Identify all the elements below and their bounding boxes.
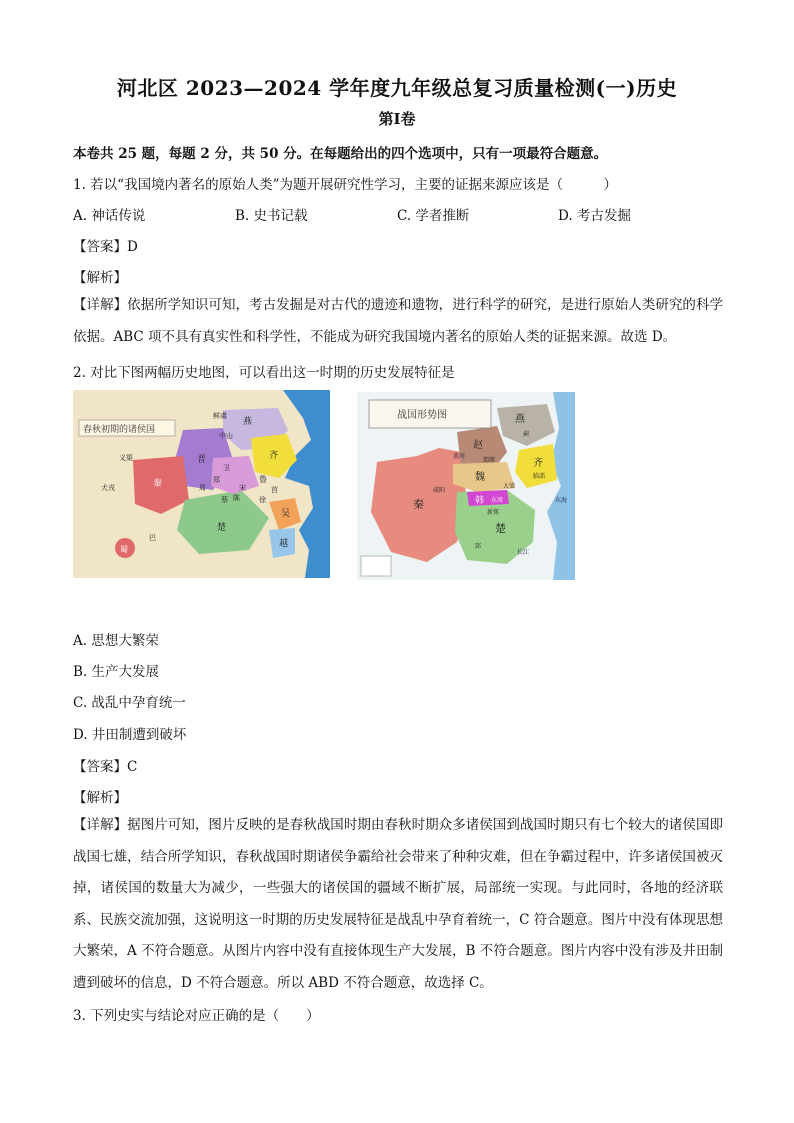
map1-label-ba: 巴 [149, 534, 156, 542]
q3-stem: 3. 下列史实与结论对应正确的是（ ） [73, 1008, 320, 1024]
q2-detail-label: 【详解】 [73, 817, 128, 833]
map1-label-zhongshan: 中山 [219, 432, 233, 440]
map1-label-cai: 蔡 [221, 496, 228, 504]
page-title: 河北区 2023—2024 学年度九年级总复习质量检测(一)历史 [116, 76, 678, 100]
map2-label-daliang: 大梁 [503, 483, 516, 490]
map1-label-xianyu: 鲜虞 [213, 412, 227, 420]
q2-option-d[interactable]: D. 井田制遭到破坏 [73, 727, 187, 743]
q2-stem: 2. 对比下图两幅历史地图，可以看出这一时期的历史发展特征是 [73, 365, 455, 381]
map1-label-xu: 徐 [259, 496, 266, 504]
map-warring-states-svg [357, 392, 575, 580]
map-spring-autumn [73, 390, 330, 578]
map1-label-yue: 越 [279, 539, 289, 549]
map1-label-chen: 陈 [233, 494, 240, 502]
q1-detail-text: 依据所学知识可知，考古发掘是对古代的遗迹和遗物，进行科学的研究，是进行原始人类研究的科学依据。ABC 项不具有真实性和科学性，不能成为研究我国境内著名的原始人类的证据来源。故选 D。 [73, 297, 724, 345]
map2-label-yan: 燕 [515, 414, 525, 425]
map2-label-huanghe: 黄河 [453, 453, 466, 460]
map2-label-wei: 魏 [475, 472, 485, 483]
q2-detail [73, 810, 723, 999]
q2-answer [73, 755, 137, 775]
map2-label-donghai: 东海 [555, 497, 568, 504]
q1-answer-label: 【答案】 [73, 239, 127, 255]
q2-answer-value: C [127, 759, 138, 775]
q1-option-b[interactable]: B. 史书记载 [235, 208, 308, 224]
q2-analysis-label: 【解析】 [73, 790, 127, 806]
q1-option-c[interactable]: C. 学者推断 [397, 208, 470, 224]
q1-stem: 1. 若以“我国境内著名的原始人类”为题开展研究性学习，主要的证据来源应该是（ ） [73, 177, 617, 193]
q1-option-a[interactable]: A. 神话传说 [73, 208, 146, 224]
instructions: 本卷共 25 题，每题 2 分，共 50 分。在每题给出的四个选项中，只有一项最符合题意。 [73, 146, 608, 162]
map2-label-zhao: 赵 [473, 440, 483, 451]
map2-legend [361, 556, 391, 576]
q1-detail [73, 290, 723, 353]
map2-label-qin: 秦 [413, 498, 424, 511]
q2-detail-text: 据图片可知，图片反映的是春秋战国时期由春秋时期众多诸侯国到战国时期只有七个较大的诸侯国即战国七雄，结合所学知识，春秋战国时期诸侯争霸给社会带来了种种灾难，但在争霸过程中，许多诸侯国被灭掉，诸侯国的数量大为减少，一些强大的诸侯国的疆域不断扩展，局部统一实现。与此同时，各地的经济联系、民族交流加强，这说明这一时期的历史发展特征是战乱中孕育着统一，C 符合题意。图片中没有体现思想大繁荣，A 不符合题意。从图片内容中没有直接体现生产大发展，B 不符合题意。图片内容中没有涉及井田制遭到破坏的信息，D 不符合题意。所以 ABD 不符合题意，故选择 C。 [73, 817, 724, 991]
q2-option-b[interactable]: B. 生产大发展 [73, 664, 160, 680]
map1-title: 春秋初期的诸侯国 [83, 425, 156, 435]
map1-label-zheng: 郑 [213, 476, 220, 484]
q1-analysis-label: 【解析】 [73, 270, 127, 286]
map1-label-quanrong: 犬戎 [101, 484, 115, 492]
q1-option-d[interactable]: D. 考古发掘 [558, 208, 631, 224]
map2-label-chu: 楚 [495, 522, 506, 535]
map1-label-yan: 燕 [243, 417, 253, 427]
map1-label-chu: 楚 [217, 523, 227, 533]
map1-label-wu: 吴 [281, 509, 291, 519]
map1-label-song: 宋 [239, 484, 246, 492]
map2-label-ying: 郢 [475, 543, 482, 550]
map2-label-xinzheng: 新郑 [487, 509, 500, 516]
map2-label-qi: 齐 [533, 458, 543, 469]
map-spring-autumn-svg [73, 390, 330, 578]
map2-label-ji: 蓟 [523, 431, 530, 438]
map-warring-states [357, 392, 575, 580]
q2-option-a[interactable]: A. 思想大繁荣 [73, 633, 159, 649]
map1-label-shu: 蜀 [120, 545, 128, 554]
map2-label-xianyang: 咸阳 [433, 487, 446, 494]
map1-label-jin: 晋 [197, 455, 207, 465]
map1-label-yiqu: 义渠 [119, 454, 133, 462]
map1-label-wei: 卫 [223, 464, 230, 472]
q1-answer [73, 235, 138, 255]
q1-answer-value: D [127, 239, 138, 255]
map1-label-qin: 秦 [153, 479, 163, 489]
map2-label-handan: 邯郸 [483, 457, 496, 464]
section-title: 第Ⅰ卷 [378, 110, 416, 128]
map2-title: 战国形势图 [397, 410, 447, 421]
map1-label-ju: 莒 [271, 486, 278, 494]
q2-answer-label: 【答案】 [73, 759, 127, 775]
q2-option-c[interactable]: C. 战乱中孕育统一 [73, 695, 186, 711]
map2-label-dongzhou: 东周 [491, 497, 504, 504]
map2-label-han: 韩 [475, 496, 485, 506]
q1-detail-label: 【详解】 [73, 297, 128, 313]
map1-label-qi: 齐 [269, 451, 279, 461]
map2-label-changjiang: 长江 [517, 549, 530, 556]
map2-label-linzi: 临淄 [533, 473, 546, 480]
map1-label-lu: 鲁 [259, 475, 267, 484]
map1-label-zhou: 周 [199, 484, 206, 492]
